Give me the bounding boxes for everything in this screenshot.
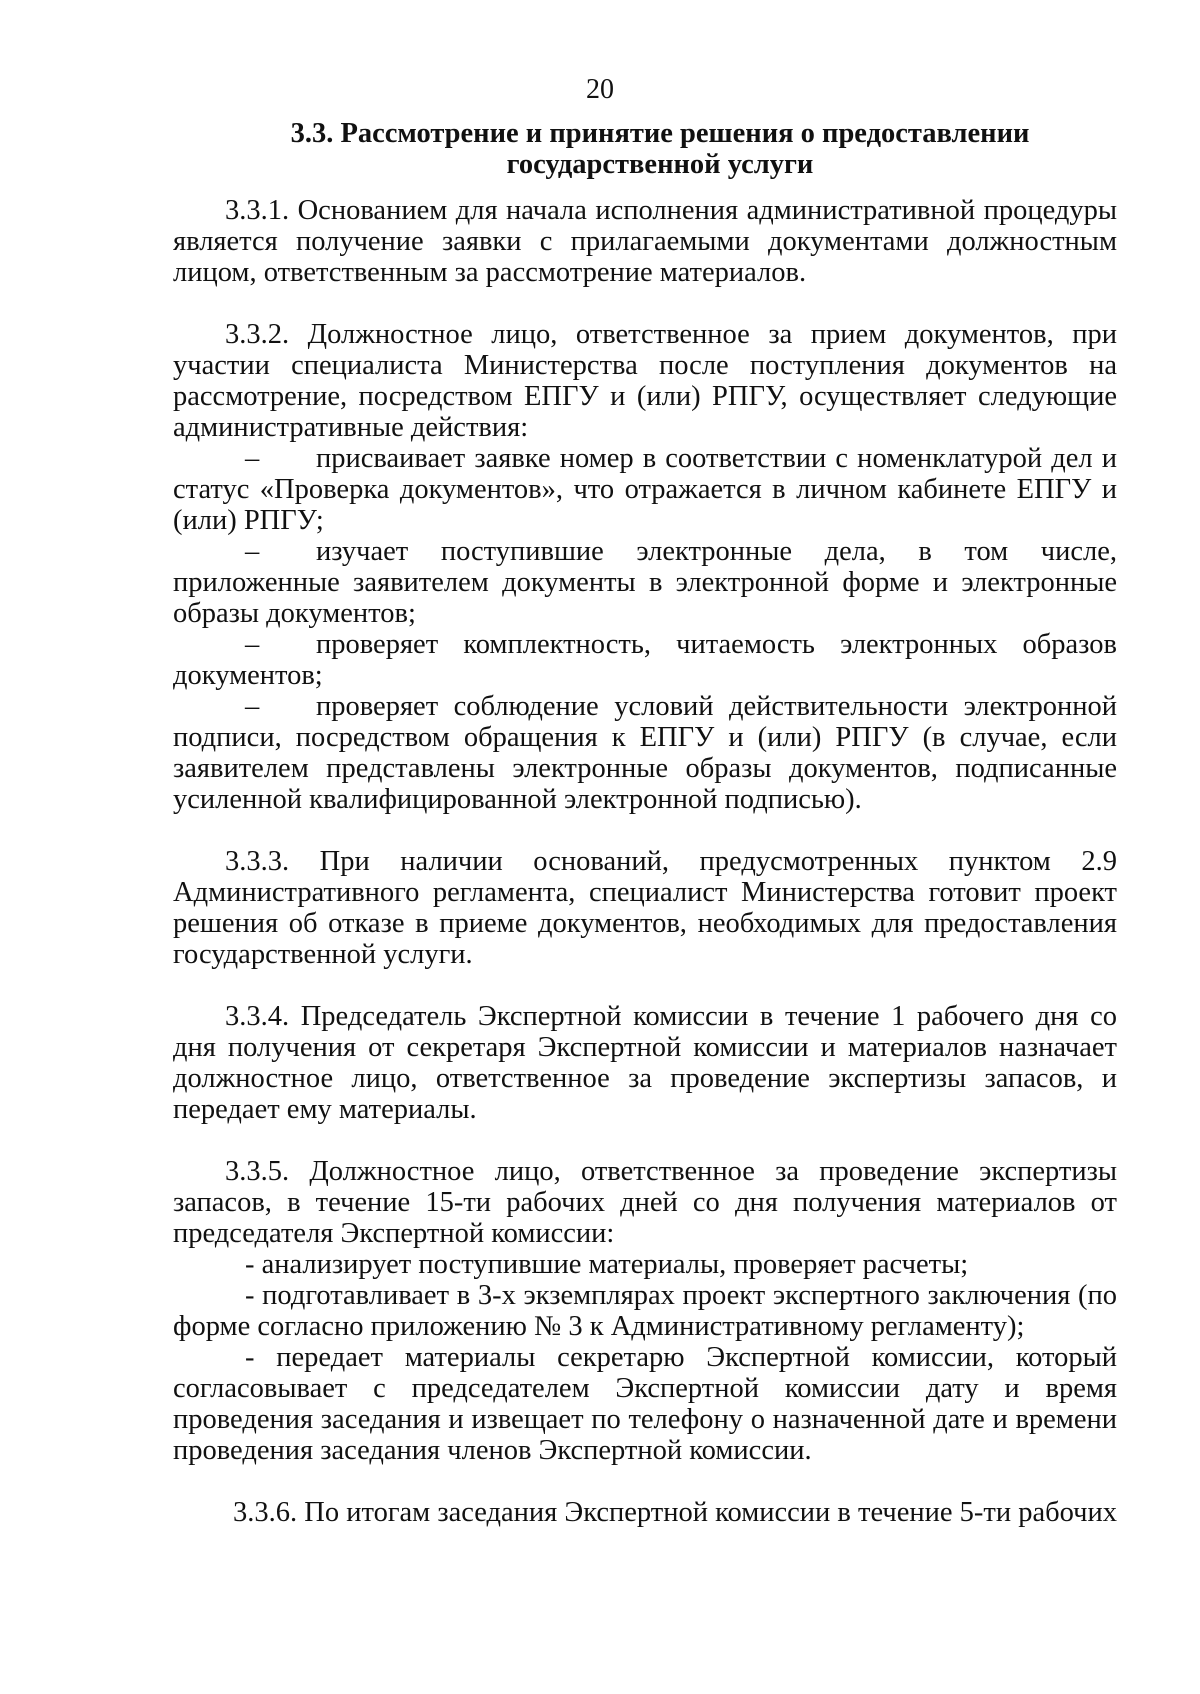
paragraph-3-3-3: 3.3.3. При наличии оснований, предусмотренных пунктом 2.9 Административного регламента, специалист Министерства готовит проект решения об отказе в приеме документов, необходимых для предоставления государственной услуги. (173, 846, 1117, 970)
paragraph-3-3-6: 3.3.6. По итогам заседания Экспертной комиссии в течение 5-ти рабочих (233, 1497, 1117, 1528)
dash-marker: – (245, 691, 260, 722)
list-item (173, 536, 1117, 629)
dash-marker: – (245, 629, 260, 660)
list-item: - анализирует поступившие материалы, проверяет расчеты; (245, 1249, 969, 1280)
list-item (173, 629, 1117, 691)
page-number: 20 (586, 74, 614, 105)
document-body (173, 195, 1117, 1528)
list-item: - подготавливает в 3-х экземплярах проект экспертного заключения (по форме согласно приложению № 3 к Административному регламенту); (173, 1280, 1117, 1342)
section-title-line-1: 3.3. Рассмотрение и принятие решения о предоставлении (290, 118, 1030, 149)
section-title (230, 118, 1090, 180)
dash-marker: – (245, 536, 260, 567)
paragraph-3-3-1: 3.3.1. Основанием для начала исполнения административной процедуры является получение заявки с прилагаемыми документами должностным лицом, ответственным за рассмотрение материалов. (173, 195, 1117, 288)
list-item-text: присваивает заявке номер в соответствии с номенклатурой дел и статус «Проверка документов», что отражается в личном кабинете ЕПГУ и (или) РПГУ; (173, 443, 1117, 536)
paragraph-3-3-5: 3.3.5. Должностное лицо, ответственное за проведение экспертизы запасов, в течение 15-ти рабочих дней со дня получения материалов от председателя Экспертной комиссии: (173, 1156, 1117, 1249)
paragraph-3-3-2: 3.3.2. Должностное лицо, ответственное за прием документов, при участии специалиста Министерства после поступления документов на рассмотрение, посредством ЕПГУ и (или) РПГУ, осуществляет следующие административные действия: (173, 319, 1117, 443)
list-item (173, 691, 1117, 815)
list-item-text: проверяет соблюдение условий действительности электронной подписи, посредством обращения к ЕПГУ и (или) РПГУ (в случае, если заявителем представлены электронные образы документов, подписанные усиленной квалифицированной электронной подписью). (173, 691, 1117, 815)
dash-marker: – (245, 443, 260, 474)
list-item-text: изучает поступившие электронные дела, в том числе, приложенные заявителем документы в электронной форме и электронные образы документов; (173, 536, 1117, 629)
section-title-line-2: государственной услуги (506, 149, 814, 180)
list-item: - передает материалы секретарю Экспертной комиссии, который согласовывает с председателем Экспертной комиссии дату и время проведения заседания и извещает по телефону о назначенной дате и времени проведения заседания членов Экспертной комиссии. (173, 1342, 1117, 1466)
list-item (173, 443, 1117, 536)
paragraph-3-3-4: 3.3.4. Председатель Экспертной комиссии в течение 1 рабочего дня со дня получения от секретаря Экспертной комиссии и материалов назначает должностное лицо, ответственное за проведение экспертизы запасов, и передает ему материалы. (173, 1001, 1117, 1125)
list-item-text: проверяет комплектность, читаемость электронных образов документов; (173, 629, 1117, 691)
